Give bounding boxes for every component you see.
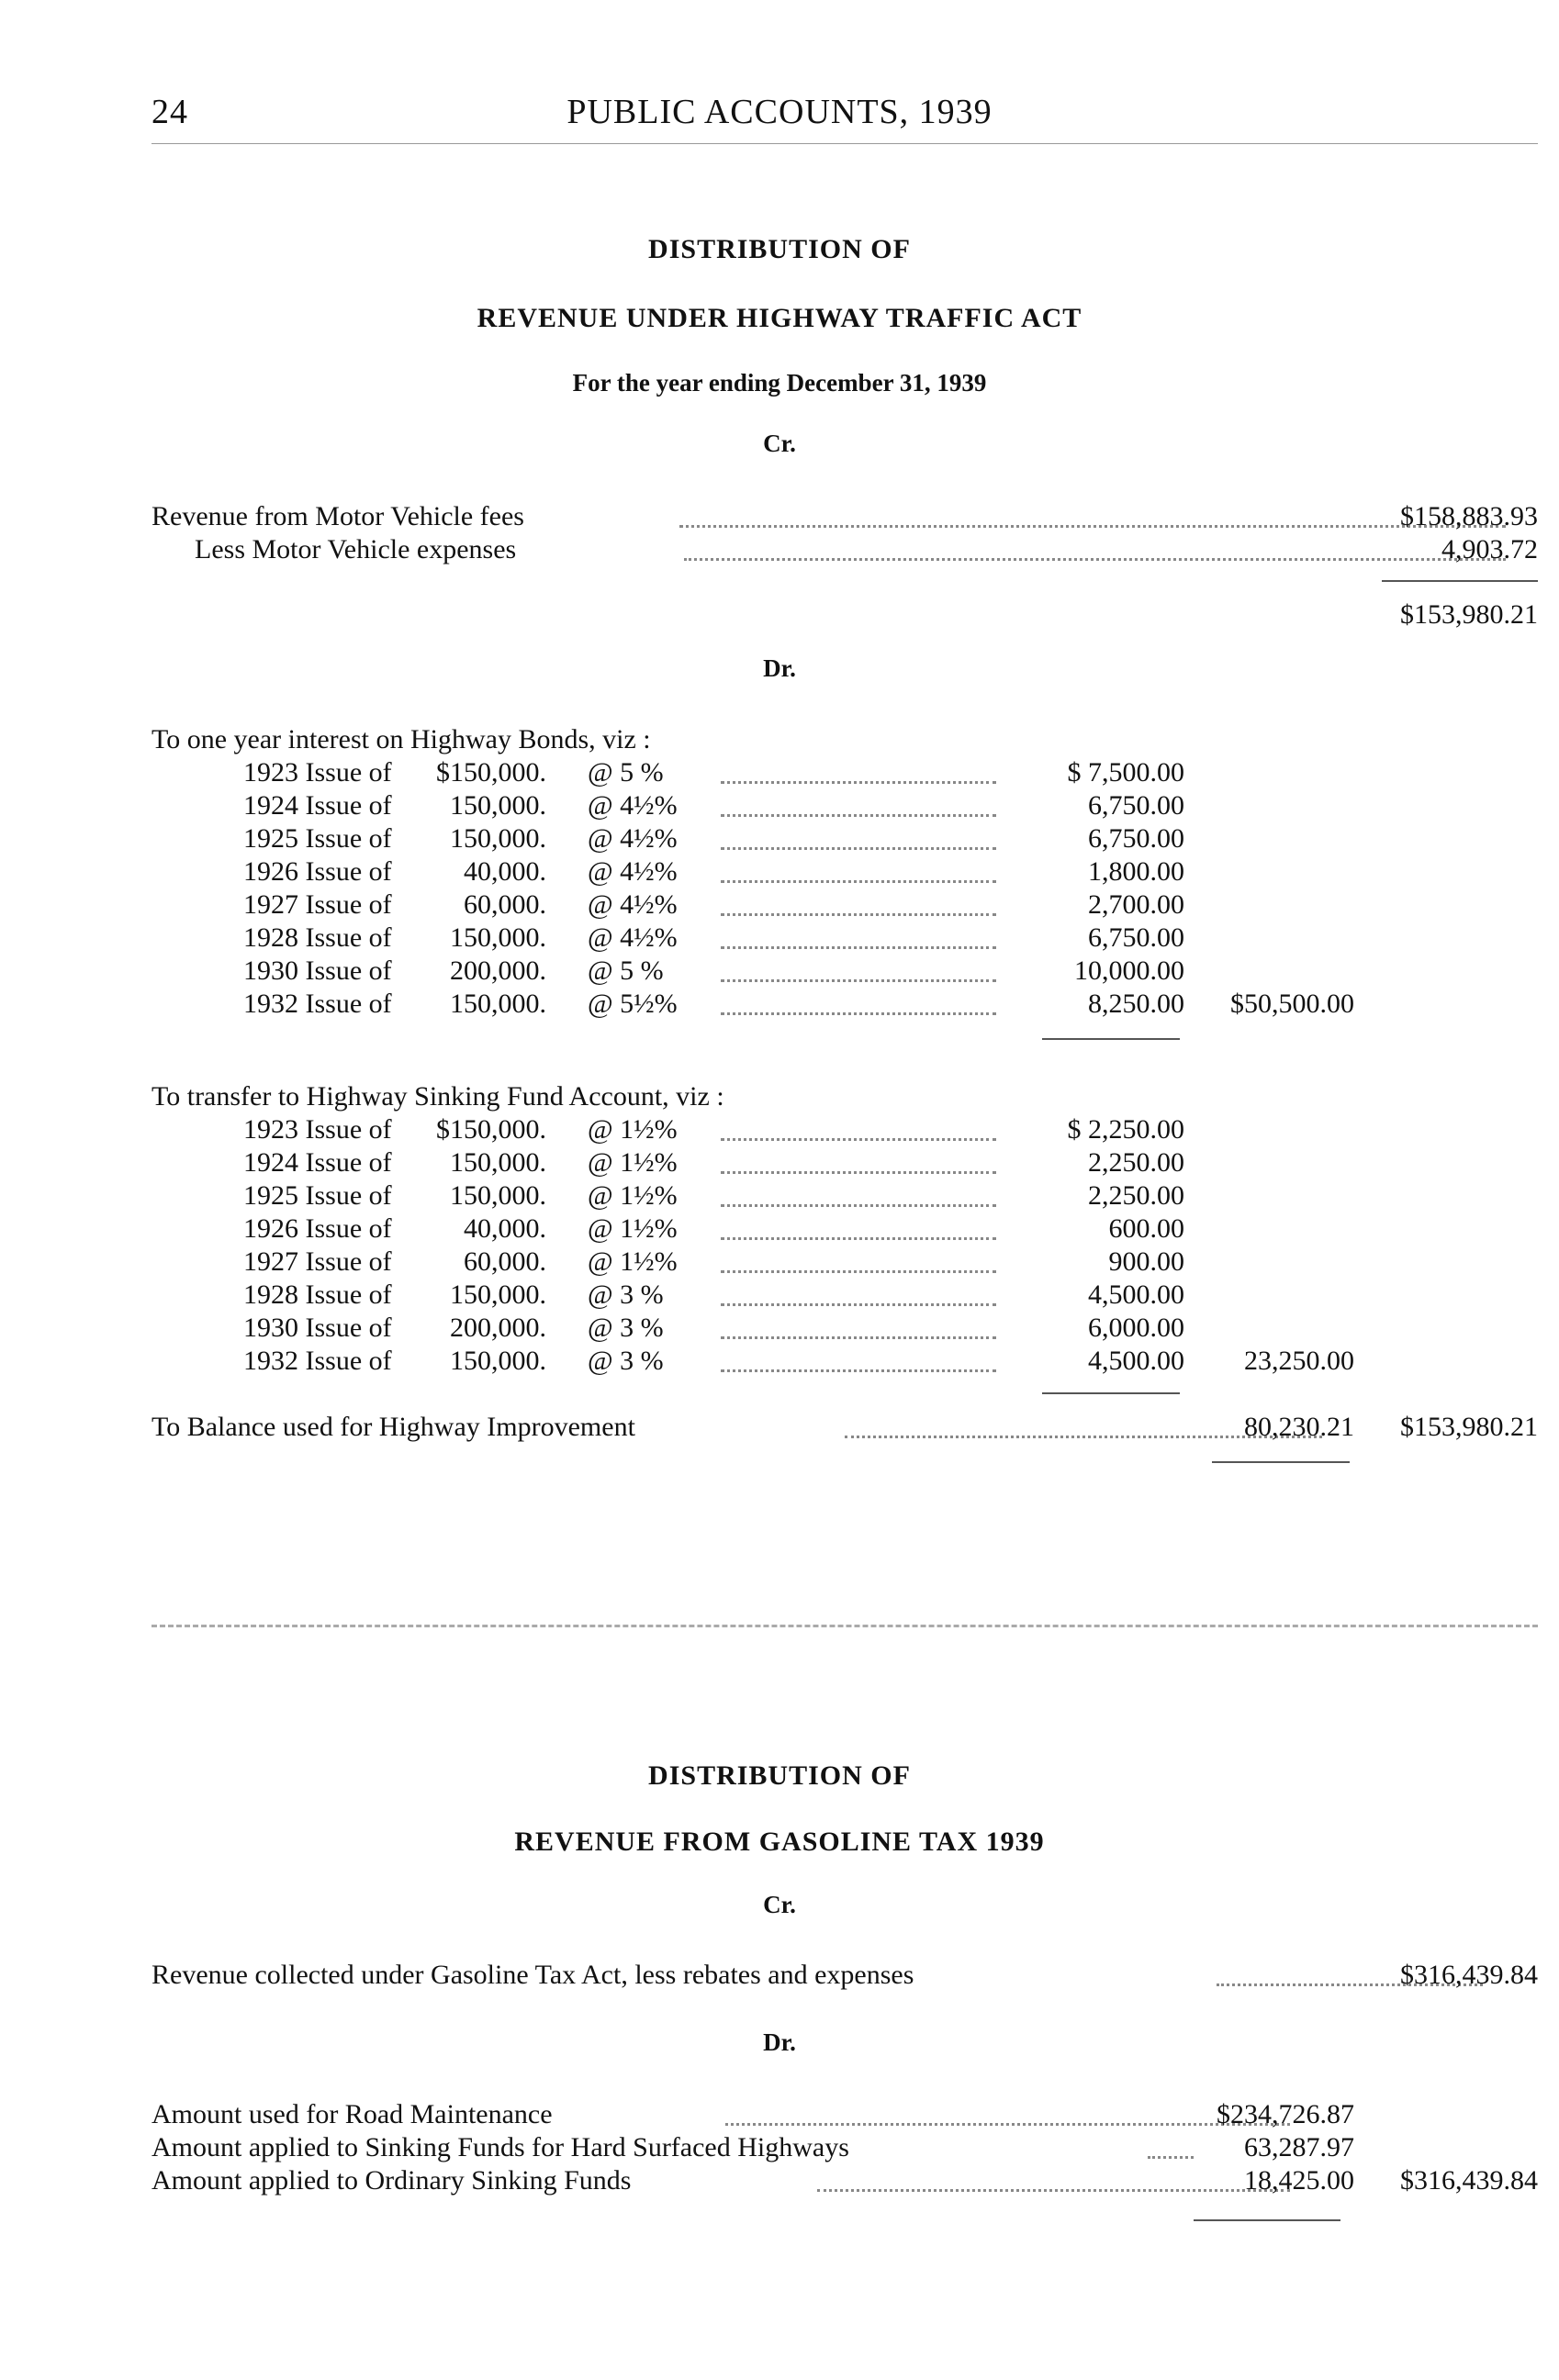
gas-debit-line bbox=[151, 2098, 1538, 2131]
balance-amount: 80,230.21 bbox=[1244, 1412, 1354, 1442]
bond-row bbox=[243, 789, 1184, 822]
bond-row bbox=[243, 922, 1184, 955]
interest-subtotal: $50,500.00 bbox=[1230, 989, 1354, 1019]
dot-leader bbox=[721, 781, 996, 817]
credit-line-amount: 4,903.72 bbox=[1441, 534, 1538, 564]
bond-principal: 40,000. bbox=[464, 856, 546, 887]
bond-amount: 2,700.00 bbox=[1088, 889, 1184, 920]
section1-cr-label: Cr. bbox=[763, 430, 796, 457]
gas-debit-label: Amount applied to Ordinary Sinking Funds bbox=[151, 2165, 632, 2196]
dot-leader bbox=[721, 847, 996, 883]
bond-rate: @ 5 % bbox=[588, 955, 664, 986]
bond-rate: @ 3 % bbox=[588, 1279, 664, 1310]
bond-amount: $ 2,250.00 bbox=[1067, 1114, 1184, 1145]
dot-leader bbox=[721, 1270, 996, 1306]
gas-credit-label: Revenue collected under Gasoline Tax Act, less rebates and expenses bbox=[151, 1960, 914, 1990]
gas-total-rule bbox=[1194, 2219, 1340, 2221]
bond-principal: 150,000. bbox=[450, 922, 546, 953]
dot-leader bbox=[721, 814, 996, 850]
dot-leader bbox=[721, 1303, 996, 1339]
page-number: 24 bbox=[151, 93, 188, 131]
bond-row bbox=[243, 1179, 1184, 1212]
credit-total: $153,980.21 bbox=[1400, 599, 1538, 630]
bond-issue: 1924 Issue of bbox=[243, 790, 392, 821]
dot-leader bbox=[721, 1138, 996, 1174]
bond-rate: @ 5½% bbox=[588, 989, 678, 1019]
bond-amount: 6,750.00 bbox=[1088, 823, 1184, 854]
header-rule bbox=[151, 143, 1538, 144]
bond-rate: @ 4½% bbox=[588, 922, 678, 953]
interest-intro: To one year interest on Highway Bonds, viz : bbox=[151, 724, 651, 754]
dot-leader bbox=[721, 1237, 996, 1273]
credit-line-label: Revenue from Motor Vehicle fees bbox=[151, 501, 524, 531]
bond-principal: 60,000. bbox=[464, 1246, 546, 1277]
bond-principal: 200,000. bbox=[450, 1313, 546, 1343]
bond-row bbox=[243, 1279, 1184, 1312]
bond-principal: 200,000. bbox=[450, 955, 546, 986]
gas-debit-total: $316,439.84 bbox=[1400, 2165, 1538, 2196]
bond-issue: 1924 Issue of bbox=[243, 1147, 392, 1178]
section2-cr-label: Cr. bbox=[763, 1891, 796, 1918]
bond-issue: 1928 Issue of bbox=[243, 1279, 392, 1310]
bond-principal: $150,000. bbox=[436, 1114, 546, 1145]
bond-issue: 1930 Issue of bbox=[243, 955, 392, 986]
dot-leader bbox=[721, 1105, 996, 1141]
bond-rate: @ 1½% bbox=[588, 1114, 678, 1145]
bond-issue: 1927 Issue of bbox=[243, 889, 392, 920]
gas-debit-label: Amount applied to Sinking Funds for Hard Surfaced Highways bbox=[151, 2132, 849, 2162]
bond-amount: 6,750.00 bbox=[1088, 790, 1184, 821]
bond-amount: 1,800.00 bbox=[1088, 856, 1184, 887]
balance-line bbox=[151, 1411, 1538, 1444]
dot-leader bbox=[721, 979, 996, 1015]
dot-leader bbox=[721, 880, 996, 916]
dot-leader bbox=[721, 748, 996, 784]
section1-heading2: REVENUE UNDER HIGHWAY TRAFFIC ACT bbox=[477, 303, 1082, 333]
bond-principal: 150,000. bbox=[450, 1279, 546, 1310]
bond-amount: 600.00 bbox=[1108, 1213, 1184, 1244]
bond-rate: @ 4½% bbox=[588, 790, 678, 821]
credit-total-line bbox=[1336, 598, 1538, 631]
bond-rate: @ 3 % bbox=[588, 1313, 664, 1343]
gas-debit-line bbox=[151, 2164, 1538, 2197]
bond-rate: @ 4½% bbox=[588, 823, 678, 854]
bond-row bbox=[243, 888, 1184, 922]
interest-rule bbox=[1042, 1038, 1180, 1040]
bond-rate: @ 1½% bbox=[588, 1147, 678, 1178]
bond-amount: 4,500.00 bbox=[1088, 1346, 1184, 1376]
bond-rate: @ 4½% bbox=[588, 856, 678, 887]
bond-row bbox=[243, 756, 1184, 789]
bond-issue: 1926 Issue of bbox=[243, 1213, 392, 1244]
dot-leader bbox=[721, 1171, 996, 1207]
bond-issue: 1932 Issue of bbox=[243, 989, 392, 1019]
bond-principal: $150,000. bbox=[436, 757, 546, 788]
bond-rate: @ 3 % bbox=[588, 1346, 664, 1376]
sinking-rule bbox=[1042, 1392, 1180, 1394]
credit-line bbox=[151, 533, 1538, 566]
section1-subheading: For the year ending December 31, 1939 bbox=[572, 369, 987, 397]
sinking-intro: To transfer to Highway Sinking Fund Account, viz : bbox=[151, 1081, 724, 1112]
bond-amount: 10,000.00 bbox=[1074, 955, 1184, 986]
dot-leader bbox=[721, 946, 996, 982]
dot-leader bbox=[721, 1204, 996, 1240]
bond-issue: 1923 Issue of bbox=[243, 1114, 392, 1145]
bond-row bbox=[243, 955, 1184, 988]
section1-heading1: DISTRIBUTION OF bbox=[648, 234, 911, 264]
section2-dr-label: Dr. bbox=[763, 2028, 796, 2056]
bond-principal: 150,000. bbox=[450, 1346, 546, 1376]
balance-label: To Balance used for Highway Improvement bbox=[151, 1412, 635, 1442]
bond-amount: 6,000.00 bbox=[1088, 1313, 1184, 1343]
bond-rate: @ 1½% bbox=[588, 1180, 678, 1211]
bond-issue: 1925 Issue of bbox=[243, 1180, 392, 1211]
bond-amount: 2,250.00 bbox=[1088, 1147, 1184, 1178]
credit-line-label: Less Motor Vehicle expenses bbox=[195, 534, 517, 564]
bond-rate: @ 4½% bbox=[588, 889, 678, 920]
bond-rate: @ 1½% bbox=[588, 1246, 678, 1277]
credit-line-amount: $158,883.93 bbox=[1400, 501, 1538, 531]
bond-issue: 1926 Issue of bbox=[243, 856, 392, 887]
bond-issue: 1925 Issue of bbox=[243, 823, 392, 854]
interest-subtotal-line bbox=[1184, 988, 1354, 1021]
bond-issue: 1932 Issue of bbox=[243, 1346, 392, 1376]
bond-row bbox=[243, 988, 1184, 1021]
bond-row bbox=[243, 1146, 1184, 1179]
section2-heading1: DISTRIBUTION OF bbox=[648, 1760, 911, 1791]
bond-principal: 40,000. bbox=[464, 1213, 546, 1244]
subtotal-rule bbox=[1382, 580, 1538, 582]
bond-principal: 150,000. bbox=[450, 823, 546, 854]
section1-dr-label: Dr. bbox=[763, 654, 796, 682]
bond-principal: 150,000. bbox=[450, 1180, 546, 1211]
bond-amount: 2,250.00 bbox=[1088, 1180, 1184, 1211]
gas-debit-amount: 63,287.97 bbox=[1244, 2132, 1354, 2162]
bond-principal: 150,000. bbox=[450, 790, 546, 821]
total-rule bbox=[1212, 1461, 1350, 1463]
sinking-subtotal-line bbox=[1184, 1345, 1354, 1378]
bond-amount: 900.00 bbox=[1108, 1246, 1184, 1277]
gas-credit-amount: $316,439.84 bbox=[1400, 1960, 1538, 1990]
bond-amount: 4,500.00 bbox=[1088, 1279, 1184, 1310]
bond-principal: 60,000. bbox=[464, 889, 546, 920]
bond-principal: 150,000. bbox=[450, 1147, 546, 1178]
gas-debit-label: Amount used for Road Maintenance bbox=[151, 2099, 553, 2129]
bond-row bbox=[243, 1212, 1184, 1246]
gas-credit-line bbox=[151, 1959, 1538, 1992]
sinking-subtotal: 23,250.00 bbox=[1244, 1346, 1354, 1376]
gas-debit-amount: 18,425.00 bbox=[1244, 2165, 1354, 2196]
balance-total: $153,980.21 bbox=[1400, 1412, 1538, 1442]
bond-issue: 1923 Issue of bbox=[243, 757, 392, 788]
bond-amount: 8,250.00 bbox=[1088, 989, 1184, 1019]
bond-amount: $ 7,500.00 bbox=[1067, 757, 1184, 788]
bond-row bbox=[243, 1113, 1184, 1146]
gas-debit-amount: $234,726.87 bbox=[1217, 2099, 1354, 2129]
bond-rate: @ 1½% bbox=[588, 1213, 678, 1244]
bond-row bbox=[243, 855, 1184, 888]
bond-principal: 150,000. bbox=[450, 989, 546, 1019]
bond-row bbox=[243, 822, 1184, 855]
dot-leader bbox=[721, 913, 996, 949]
bond-issue: 1927 Issue of bbox=[243, 1246, 392, 1277]
bond-rate: @ 5 % bbox=[588, 757, 664, 788]
bond-issue: 1930 Issue of bbox=[243, 1313, 392, 1343]
section2-heading2: REVENUE FROM GASOLINE TAX 1939 bbox=[514, 1827, 1045, 1857]
bond-row bbox=[243, 1345, 1184, 1378]
section-divider bbox=[151, 1625, 1538, 1627]
dot-leader bbox=[721, 1336, 996, 1372]
bond-issue: 1928 Issue of bbox=[243, 922, 392, 953]
bond-row bbox=[243, 1246, 1184, 1279]
bond-row bbox=[243, 1312, 1184, 1345]
bond-amount: 6,750.00 bbox=[1088, 922, 1184, 953]
running-title: PUBLIC ACCOUNTS, 1939 bbox=[566, 93, 993, 131]
